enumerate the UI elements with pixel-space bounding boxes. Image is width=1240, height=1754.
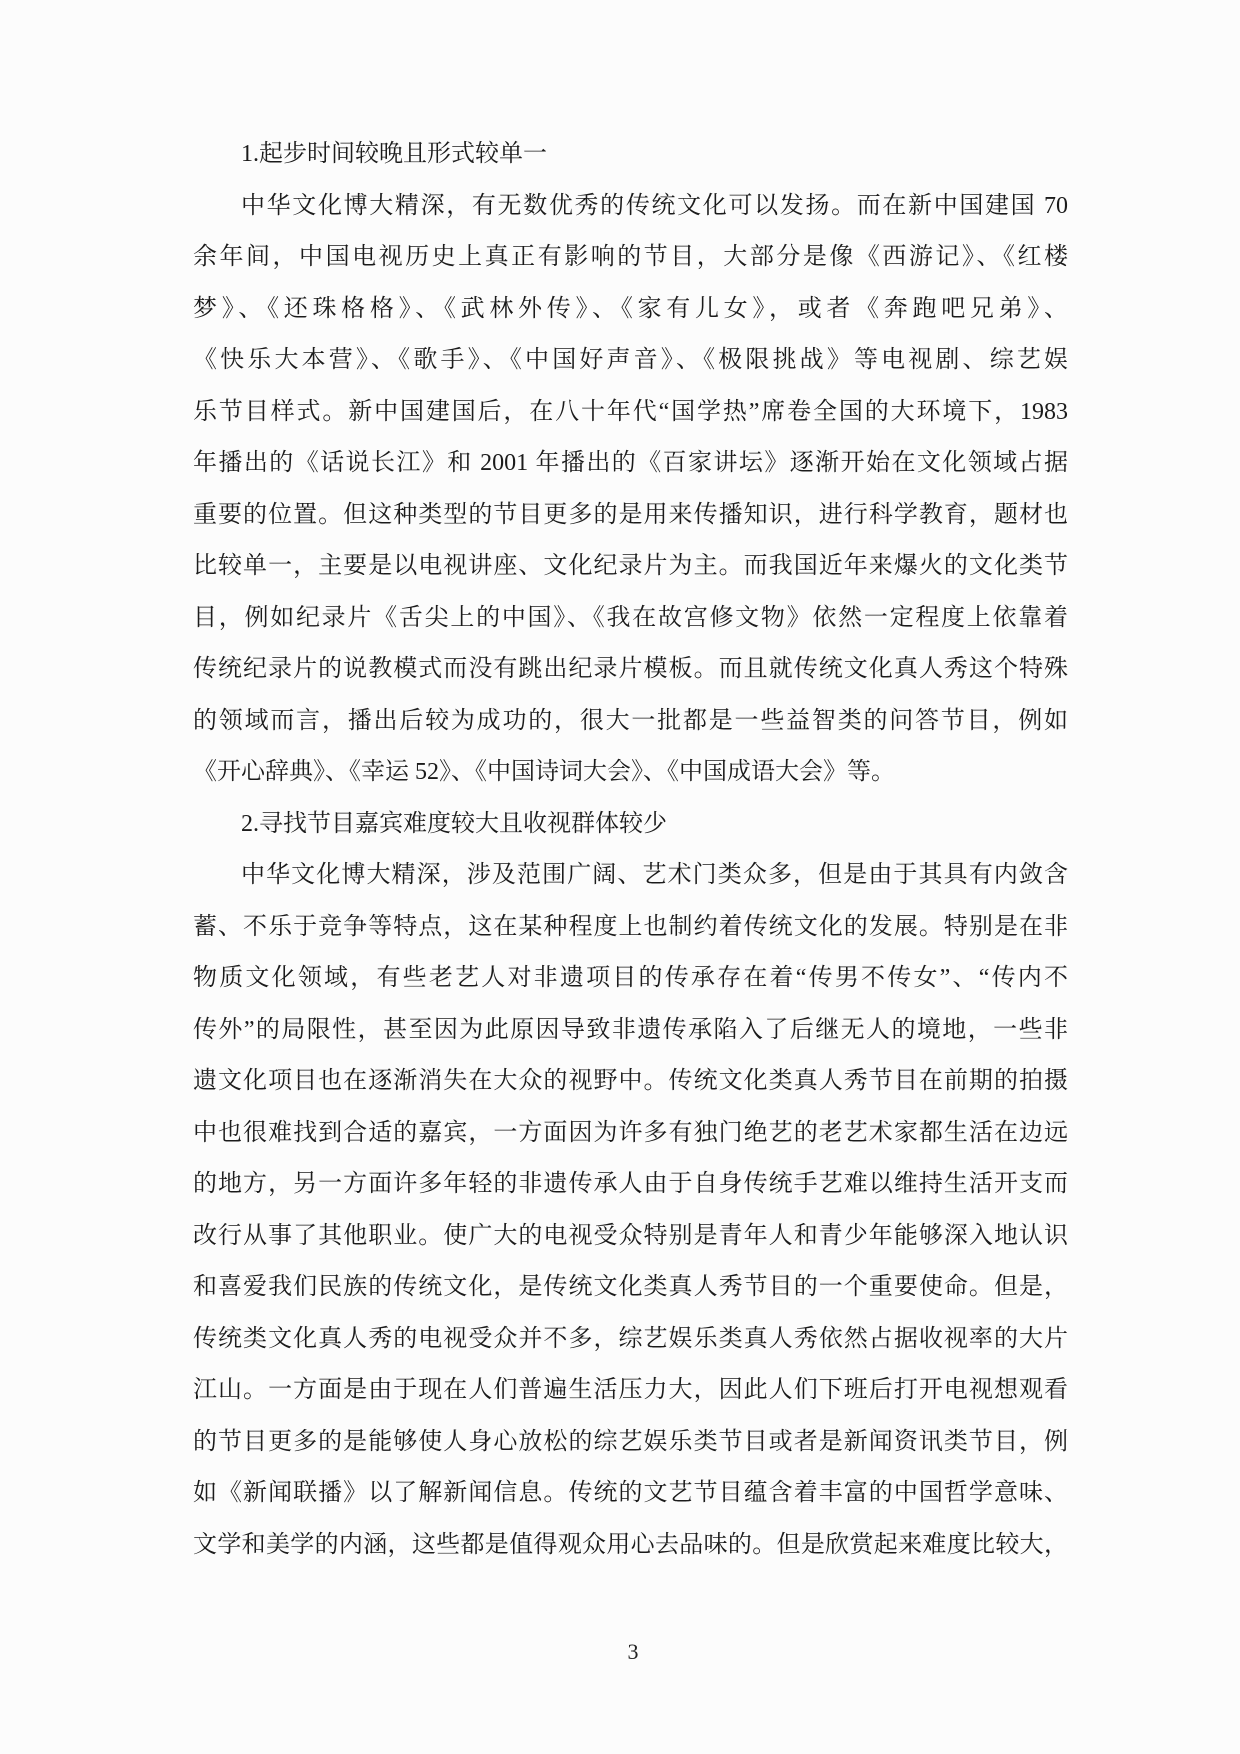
text-line: 1.起步时间较晚且形式较单一 xyxy=(241,141,547,167)
text-line: 重要的位置。但这种类型的节目更多的是用来传播知识，进行科学教育，题材也 xyxy=(193,501,1068,528)
text-line: 传外”的局限性，甚至因为此原因导致非遗传承陷入了后继无人的境地，一些非 xyxy=(193,1016,1068,1043)
text-line: 余年间，中国电视历史上真正有影响的节目，大部分是像《西游记》、《红楼 xyxy=(193,244,1068,270)
text-line: 的节目更多的是能够使人身心放松的综艺娱乐类节目或者是新闻资讯类节目，例 xyxy=(193,1428,1068,1455)
text-line: 遗文化项目也在逐渐消失在大众的视野中。传统文化类真人秀节目在前期的拍摄 xyxy=(193,1068,1068,1094)
page-number: 3 xyxy=(627,1639,639,1664)
text-block xyxy=(193,129,1068,1571)
text-line: 的地方，另一方面许多年轻的非遗传承人由于自身传统手艺难以维持生活开支而 xyxy=(193,1171,1068,1197)
text-line: 物质文化领域，有些老艺人对非遗项目的传承存在着“传男不传女”、“传内不 xyxy=(193,965,1068,991)
text-line: 目，例如纪录片《舌尖上的中国》、《我在故宫修文物》依然一定程度上依靠着 xyxy=(193,604,1068,631)
text-line: 《开心辞典》、《幸运 52》、《中国诗词大会》、《中国成语大会》等。 xyxy=(193,759,895,785)
text-line: 蓄、不乐于竞争等特点，这在某种程度上也制约着传统文化的发展。特别是在非 xyxy=(193,913,1068,940)
body-paragraph xyxy=(193,850,1068,1571)
body-paragraph xyxy=(193,181,1068,799)
text-line: 江山。一方面是由于现在人们普遍生活压力大，因此人们下班后打开电视想观看 xyxy=(193,1377,1068,1403)
text-line: 中华文化博大精深，有无数优秀的传统文化可以发扬。而在新中国建国 70 xyxy=(241,192,1068,219)
text-line: 文学和美学的内涵，这些都是值得观众用心去品味的。但是欣赏起来难度比较大， xyxy=(193,1531,1068,1558)
section-heading xyxy=(193,799,1068,851)
text-line: 传统纪录片的说教模式而没有跳出纪录片模板。而且就传统文化真人秀这个特殊 xyxy=(193,656,1068,682)
section-heading xyxy=(193,129,1068,181)
text-line: 的领域而言，播出后较为成功的，很大一批都是一些益智类的问答节目，例如 xyxy=(193,707,1068,734)
text-line: 乐节目样式。新中国建国后，在八十年代“国学热”席卷全国的大环境下，1983 xyxy=(193,398,1068,425)
text-line: 梦》、《还珠格格》、《武林外传》、《家有儿女》，或者《奔跑吧兄弟》、 xyxy=(193,295,1068,322)
text-line: 中也很难找到合适的嘉宾，一方面因为许多有独门绝艺的老艺术家都生活在边远 xyxy=(193,1119,1068,1146)
text-line: 年播出的《话说长江》和 2001 年播出的《百家讲坛》逐渐开始在文化领域占据 xyxy=(193,450,1068,476)
text-line: 中华文化博大精深，涉及范围广阔、艺术门类众多，但是由于其具有内敛含 xyxy=(241,862,1068,888)
text-line: 和喜爱我们民族的传统文化，是传统文化类真人秀节目的一个重要使命。但是， xyxy=(193,1274,1068,1300)
text-line: 传统类文化真人秀的电视受众并不多，综艺娱乐类真人秀依然占据收视率的大片 xyxy=(193,1325,1068,1352)
text-line: 如《新闻联播》以了解新闻信息。传统的文艺节目蕴含着丰富的中国哲学意味、 xyxy=(193,1480,1068,1506)
text-line: 比较单一，主要是以电视讲座、文化纪录片为主。而我国近年来爆火的文化类节 xyxy=(193,553,1068,579)
text-line: 改行从事了其他职业。使广大的电视受众特别是青年人和青少年能够深入地认识 xyxy=(193,1222,1068,1249)
text-line: 《快乐大本营》、《歌手》、《中国好声音》、《极限挑战》等电视剧、综艺娱 xyxy=(193,347,1068,373)
text-line: 2.寻找节目嘉宾难度较大且收视群体较少 xyxy=(241,810,667,837)
